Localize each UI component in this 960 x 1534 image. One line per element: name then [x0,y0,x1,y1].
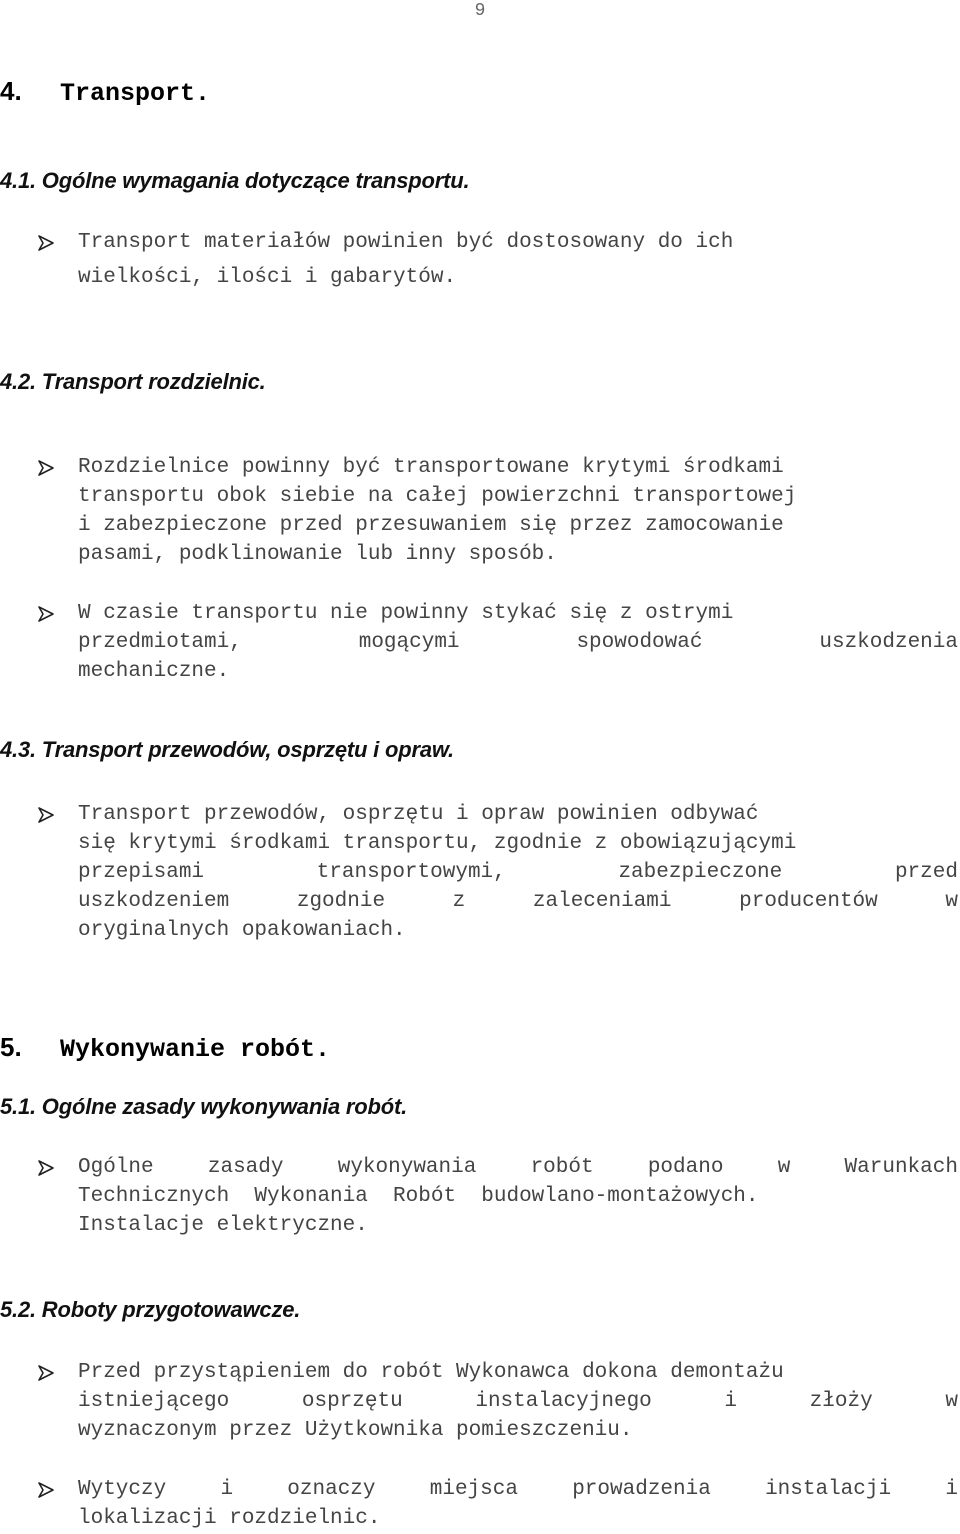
word: Warunkach [844,1156,958,1179]
page-number: 9 [474,1,486,21]
list-item-line: Transport przewodów, osprzętu i opraw powinien odbywać [78,803,759,826]
word: zabezpieczone [618,861,783,884]
list-item-line: mechaniczne. [78,660,230,683]
word: mogącymi [358,631,460,654]
list-item-line-justified [78,1153,958,1182]
word: w [777,1156,791,1179]
arrowhead-bullet-icon [36,1480,56,1500]
word: zasady [207,1156,284,1179]
word: prowadzenia [572,1478,711,1501]
arrowhead-bullet-icon [36,233,56,253]
heading-section-5-1: 5.1. Ogólne zasady wykonywania robót. [0,1094,408,1119]
heading-section-4-2: 4.2. Transport rozdzielnic. [0,369,266,394]
word: uszkodzeniem [78,890,230,913]
heading-section-5-2: 5.2. Roboty przygotowawcze. [0,1297,301,1322]
list-item-line-justified [78,628,958,657]
list-item-line: W czasie transportu nie powinny stykać się z ostrymi [78,602,734,625]
word: podano [647,1156,724,1179]
word: w [945,1390,958,1413]
heading-section-4-1: 4.1. Ogólne wymagania dotyczące transportu. [0,168,470,193]
heading-section-4-title: Transport. [60,79,211,108]
word: transportowymi, [316,861,506,884]
word: i [945,1478,958,1501]
word: w [945,890,958,913]
list-item-line: wielkości, ilości i gabarytów. [78,266,457,289]
word: wykonywania [337,1156,477,1179]
word: złoży [809,1390,873,1413]
word: przedmiotami, [78,631,242,654]
heading-section-5-title: Wykonywanie robót. [60,1035,331,1064]
word: oznaczy [287,1478,376,1501]
word: uszkodzenia [819,631,958,654]
list-item-line: oryginalnych opakowaniach. [78,919,406,942]
heading-section-5-number: 5. [0,1032,22,1062]
list-item-line-justified [78,1387,958,1416]
word: zaleceniami [532,890,672,913]
arrowhead-bullet-icon [36,1158,56,1178]
heading-section-4-3: 4.3. Transport przewodów, osprzętu i opraw. [0,737,454,762]
list-item-line-justified [78,1475,958,1504]
arrowhead-bullet-icon [36,1363,56,1383]
list-item-line-justified [78,858,958,887]
word: producentów [739,890,878,913]
word: robót [530,1156,594,1179]
list-item-line: Technicznych Wykonania Robót budowlano-montażowych. [78,1185,759,1208]
arrowhead-bullet-icon [36,458,56,478]
heading-section-4-number: 4. [0,76,22,106]
word: instalacji [765,1478,892,1501]
list-item-line: się krytymi środkami transportu, zgodnie z obowiązującymi [78,832,797,855]
word: z [452,890,466,913]
heading-section-5 [0,1032,330,1065]
word: i [220,1478,234,1501]
word: instalacyjnego [475,1390,652,1413]
list-item-line: wyznaczonym przez Użytkownika pomieszczeniu. [78,1419,633,1442]
word: przed [894,861,958,884]
word: miejsca [429,1478,518,1501]
word: istniejącego [78,1390,230,1413]
word: i [724,1390,738,1413]
word: przepisami [78,861,205,884]
list-item-line: lokalizacji rozdzielnic. [78,1507,381,1530]
list-item-line-justified [78,887,958,916]
word: Wytyczy [78,1478,167,1501]
list-item-line: pasami, podklinowanie lub inny sposób. [78,543,557,566]
word: spowodować [576,631,703,654]
list-item-line: Przed przystąpieniem do robót Wykonawca dokona demontażu [78,1361,784,1384]
arrowhead-bullet-icon [36,805,56,825]
list-item-line: transportu obok siebie na całej powierzchni transportowej [78,485,797,508]
list-item-line: Instalacje elektryczne. [78,1214,368,1237]
word: osprzętu [301,1390,403,1413]
arrowhead-bullet-icon [36,604,56,624]
list-item-line: Rozdzielnice powinny być transportowane krytymi środkami [78,456,784,479]
word: Ogólne [78,1156,154,1179]
heading-section-4 [0,76,210,109]
list-item-line: i zabezpieczone przed przesuwaniem się przez zamocowanie [78,514,784,537]
word: zgodnie [296,890,386,913]
list-item-line: Transport materiałów powinien być dostosowany do ich [78,231,734,254]
